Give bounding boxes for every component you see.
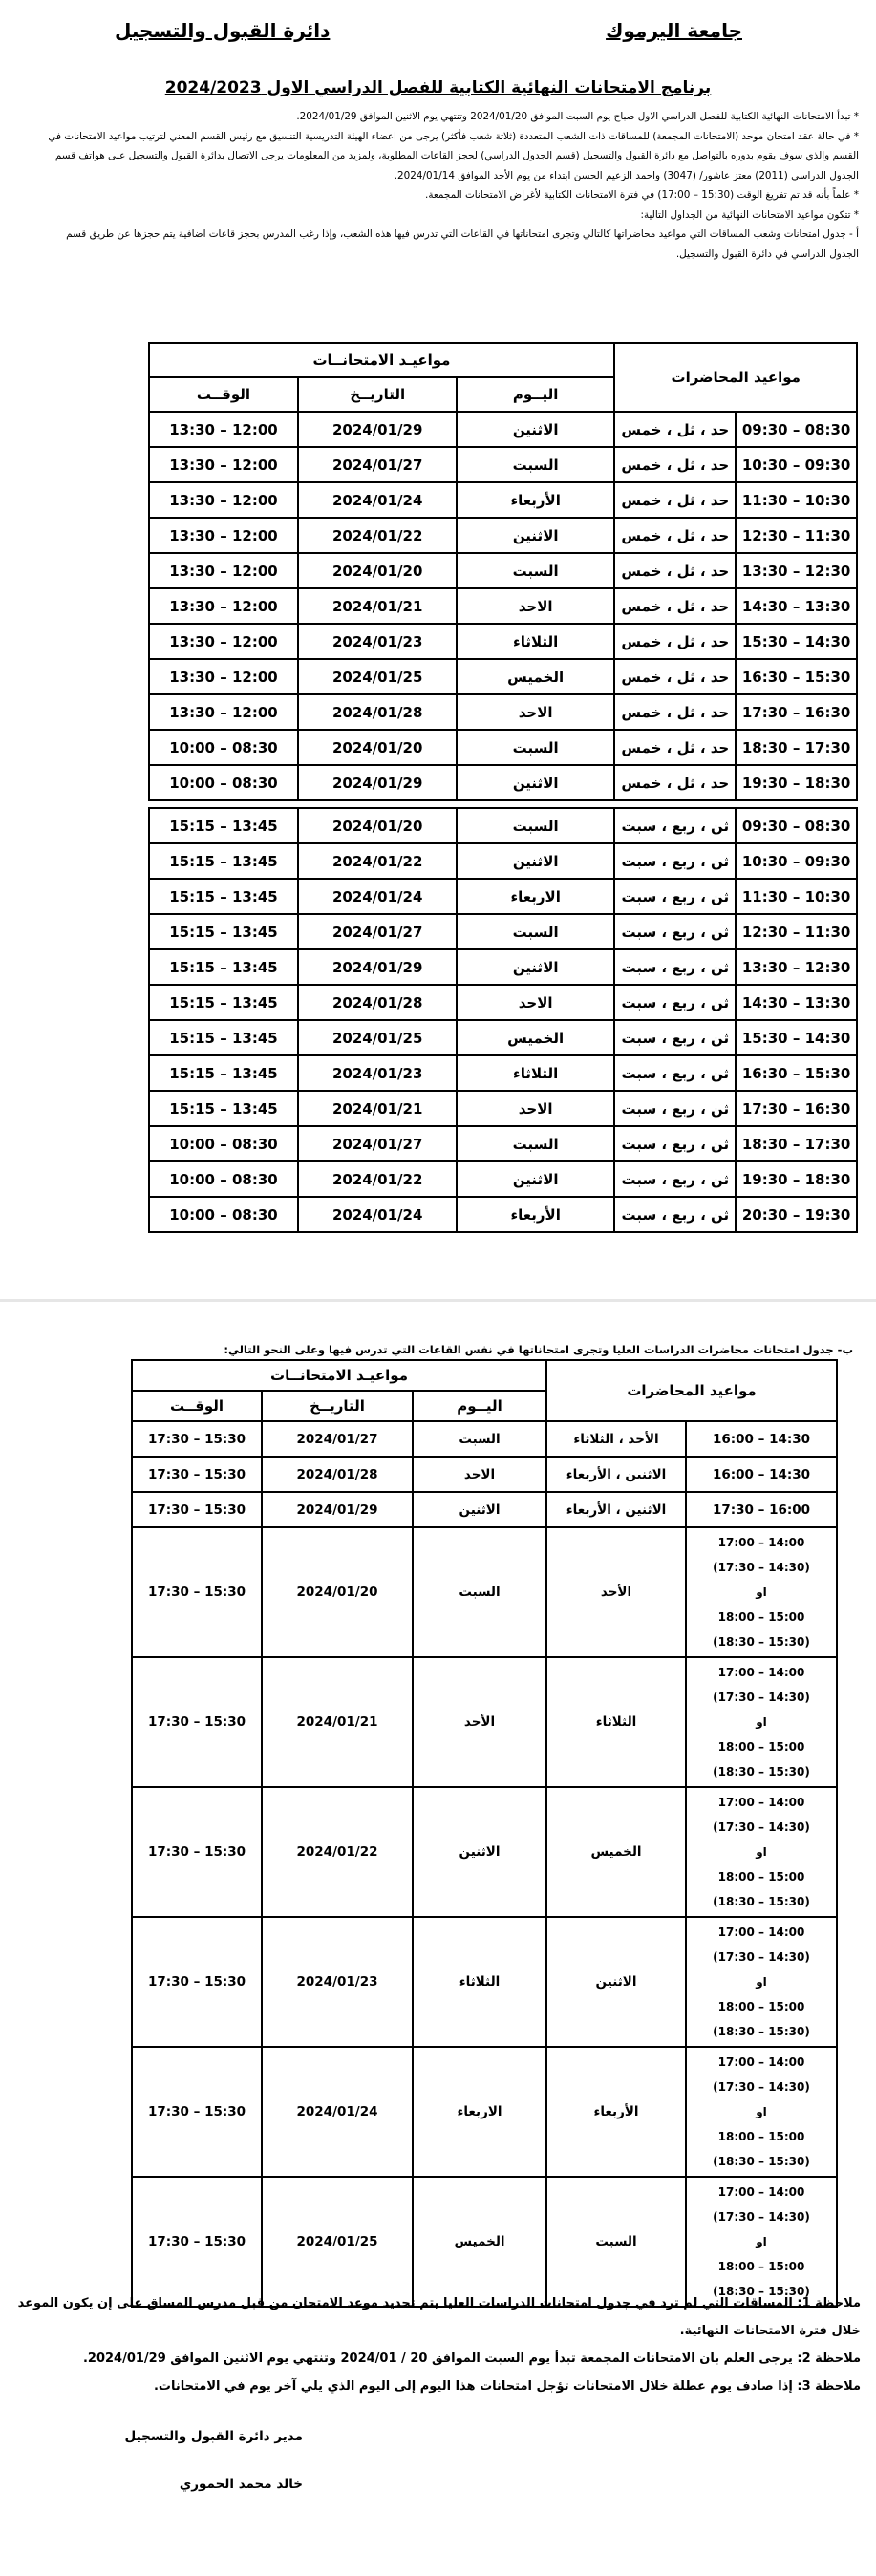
- cell-lecture-days: حد ، ثل ، خمس: [614, 412, 736, 447]
- cell-lecture-time: 08:30 – 09:30: [736, 412, 857, 447]
- cell-date: 2024/01/23: [298, 1055, 456, 1091]
- table-row: [18, 808, 857, 843]
- cell-date: 2024/01/28: [298, 694, 456, 730]
- lecture-slot-slot2: 15:00 – 18:00: [717, 2260, 805, 2273]
- cell-lecture-time: [686, 2177, 837, 2307]
- cell-day: الثلاثاء: [457, 1055, 614, 1091]
- lecture-slot-slot2: 15:00 – 18:00: [717, 1610, 805, 1624]
- signature-block: [125, 2423, 303, 2498]
- lecture-slot-or: او: [756, 1845, 767, 1859]
- lecture-slot-slot2-alt: (15:30 – 18:30): [713, 2285, 810, 2298]
- cell-lecture-days: حد ، ثل ، خمس: [614, 588, 736, 624]
- lecture-slot-or: او: [756, 2235, 767, 2248]
- lecture-slot-slot1: 14:00 – 17:00: [717, 2055, 805, 2069]
- table-row: [18, 730, 857, 765]
- lecture-slot-slot1-alt: (14:30 – 17:30): [713, 1561, 810, 1574]
- cell-lecture-days: ثن ، ربع ، سبت: [614, 879, 736, 914]
- cell-time: 12:00 – 13:30: [149, 588, 299, 624]
- cell-lecture-days: ثن ، ربع ، سبت: [614, 843, 736, 879]
- cell-lecture-days: حد ، ثل ، خمس: [614, 518, 736, 553]
- table-row: [18, 624, 857, 659]
- cell-lecture-day: الثلاثاء: [546, 1657, 686, 1787]
- cell-time: 15:30 – 17:30: [132, 1421, 262, 1457]
- cell-time: 08:30 – 10:00: [149, 1126, 299, 1161]
- note-2: ملاحظة 2: يرجى العلم بان الامتحانات المجمعة تبدأ يوم السبت الموافق 20 / 2024/01 وتنتهي يوم الاثنين الموافق 2024/01/29.: [82, 2352, 861, 2366]
- lecture-slot-slot1-alt: (14:30 – 17:30): [713, 2080, 810, 2094]
- table-row: [12, 1787, 837, 1917]
- cell-date: 2024/01/21: [298, 1091, 456, 1126]
- cell-day: الاربعاء: [457, 879, 614, 914]
- cell-day: الاربعاء: [413, 2047, 546, 2177]
- cell-day: الأربعاء: [457, 1197, 614, 1232]
- signature-role: مدير دائرة القبول والتسجيل: [124, 2429, 303, 2444]
- lecture-slot-slot1: 14:00 – 17:00: [717, 1666, 805, 1679]
- table-row: [12, 1457, 837, 1492]
- cell-lecture-time: 16:30 – 17:30: [736, 1091, 857, 1126]
- cell-lecture-days: حد ، ثل ، خمس: [614, 482, 736, 518]
- cell-lecture-time: 12:30 – 13:30: [736, 949, 857, 985]
- cell-lecture-time: 09:30 – 10:30: [736, 843, 857, 879]
- table-row: [18, 985, 857, 1020]
- page-1: [0, 0, 876, 1237]
- university-name: جامعة اليرموك: [606, 19, 742, 42]
- cell-day: الخميس: [457, 1020, 614, 1055]
- cell-date: 2024/01/24: [298, 482, 456, 518]
- lecture-slot-slot2: 15:00 – 18:00: [717, 1740, 805, 1754]
- intro-notes: [38, 107, 859, 264]
- lecture-slot-slot1: 14:00 – 17:00: [717, 1796, 805, 1809]
- cell-date: 2024/01/22: [298, 1161, 456, 1197]
- table-row: [18, 518, 857, 553]
- cell-lecture-time: 08:30 – 09:30: [736, 808, 857, 843]
- table-row: [12, 2177, 837, 2307]
- cell-date: 2024/01/27: [298, 447, 456, 482]
- cell-lecture-days: ثن ، ربع ، سبت: [614, 1126, 736, 1161]
- table-row: [18, 482, 857, 518]
- cell-lecture-days: ثن ، ربع ، سبت: [614, 914, 736, 949]
- lecture-slot-slot2: 15:00 – 18:00: [717, 2130, 805, 2143]
- table-row: [12, 1421, 837, 1457]
- cell-lecture-time: 15:30 – 16:30: [736, 659, 857, 694]
- cell-lecture-time: [686, 2047, 837, 2177]
- cell-lecture-time: 09:30 – 10:30: [736, 447, 857, 482]
- lecture-slot-slot2-alt: (15:30 – 18:30): [713, 1895, 810, 1908]
- cell-lecture-time: 11:30 – 12:30: [736, 518, 857, 553]
- table-row: [18, 1091, 857, 1126]
- cell-date: 2024/01/28: [298, 985, 456, 1020]
- cell-time: 08:30 – 10:00: [149, 765, 299, 800]
- cell-date: 2024/01/22: [298, 518, 456, 553]
- cell-date: 2024/01/29: [262, 1492, 413, 1527]
- cell-lecture-days: ثن ، ربع ، سبت: [614, 1055, 736, 1091]
- note-3: ملاحظة 3: إذا صادف يوم عطلة خلال الامتحانات تؤجل امتحانات هذا اليوم إلى اليوم الذي يلي آخر يوم في الامتحانات.: [153, 2379, 861, 2394]
- table-row: [18, 447, 857, 482]
- cell-lecture-days: ثن ، ربع ، سبت: [614, 985, 736, 1020]
- cell-date: 2024/01/22: [298, 843, 456, 879]
- intro-line: * في حالة عقد امتحان موحد (الامتحانات المجمعة) للمساقات ذات الشعب المتعددة (ثلاثة شعب فأكثر) يرجى من اعضاء الهيئة التدريسية التنسيق مع رئيس القسم المعني لترتيب مواعيد الامتحانات في القسم والذي سوف يقوم بدوره بالتواصل مع دائرة القبول والتسجيل (قسم الجدول الدراسي) لحجز القاعات المطلوبة، ولمزيد من المعلومات يرجى الاتصال بدائرة القبول والتسجيل على هواتف قسم الجدول الدراسي (2011) معتز عاشور/ (3047) واحمد الزعيم الحسن ابتداء من يوم الأحد الموافق 2024/01/14.: [48, 130, 859, 181]
- lecture-slot-slot1-alt: (14:30 – 17:30): [713, 1691, 810, 1704]
- lecture-slot-slot2: 15:00 – 18:00: [717, 2000, 805, 2013]
- cell-time: 13:45 – 15:15: [149, 914, 299, 949]
- cell-day: الاحد: [457, 985, 614, 1020]
- cell-time: 15:30 – 17:30: [132, 1917, 262, 2047]
- department-name: دائرة القبول والتسجيل: [115, 19, 331, 42]
- header-exams: مواعيـد الامتحانــات: [149, 343, 615, 377]
- cell-time: 15:30 – 17:30: [132, 2177, 262, 2307]
- lecture-slot-slot2-alt: (15:30 – 18:30): [713, 2155, 810, 2168]
- table-row: [18, 588, 857, 624]
- cell-time: 15:30 – 17:30: [132, 1457, 262, 1492]
- cell-time: 08:30 – 10:00: [149, 1161, 299, 1197]
- cell-time: 15:30 – 17:30: [132, 2047, 262, 2177]
- cell-date: 2024/01/21: [262, 1657, 413, 1787]
- cell-day: السبت: [457, 1126, 614, 1161]
- cell-day: الاحد: [457, 588, 614, 624]
- intro-line: * تتكون مواعيد الامتحانات النهائية من الجداول التالية:: [640, 208, 859, 221]
- header-date: التاريــخ: [298, 377, 456, 412]
- cell-lecture-days: ثن ، ربع ، سبت: [614, 1020, 736, 1055]
- table-row: [18, 1161, 857, 1197]
- lecture-slot-slot1: 14:00 – 17:00: [717, 1536, 805, 1549]
- cell-day: السبت: [413, 1527, 546, 1657]
- cell-day: الخميس: [457, 659, 614, 694]
- cell-lecture-time: 14:30 – 15:30: [736, 624, 857, 659]
- cell-day: الاثنين: [457, 843, 614, 879]
- cell-time: 13:45 – 15:15: [149, 1020, 299, 1055]
- cell-day: الأربعاء: [457, 482, 614, 518]
- cell-time: 12:00 – 13:30: [149, 624, 299, 659]
- header-time: الوقــت: [132, 1391, 262, 1421]
- cell-lecture-days: الاثنين ، الأربعاء: [546, 1492, 686, 1527]
- cell-lecture-days: حد ، ثل ، خمس: [614, 624, 736, 659]
- lecture-slot-or: او: [756, 2105, 767, 2118]
- cell-date: 2024/01/24: [262, 2047, 413, 2177]
- cell-time: 08:30 – 10:00: [149, 730, 299, 765]
- table-row: [12, 1917, 837, 2047]
- cell-lecture-time: 16:00 – 17:30: [686, 1492, 837, 1527]
- exam-schedule-table-undergrad: [17, 342, 858, 1233]
- notes-block: [15, 2289, 861, 2400]
- cell-day: السبت: [457, 447, 614, 482]
- cell-lecture-time: 18:30 – 19:30: [736, 765, 857, 800]
- cell-lecture-days: حد ، ثل ، خمس: [614, 659, 736, 694]
- cell-lecture-days: ثن ، ربع ، سبت: [614, 1091, 736, 1126]
- cell-lecture-days: ثن ، ربع ، سبت: [614, 1197, 736, 1232]
- table-row: [18, 879, 857, 914]
- cell-lecture-days: حد ، ثل ، خمس: [614, 765, 736, 800]
- cell-time: 15:30 – 17:30: [132, 1527, 262, 1657]
- cell-date: 2024/01/29: [298, 949, 456, 985]
- graduate-table-title: ب- جدول امتحانات محاضرات الدراسات العليا وتجرى امتحاناتها في نفس القاعات التي تدرس فيها وعلى النحو التالي:: [224, 1343, 853, 1356]
- cell-time: 15:30 – 17:30: [132, 1787, 262, 1917]
- cell-day: الاحد: [457, 694, 614, 730]
- cell-day: الثلاثاء: [457, 624, 614, 659]
- cell-time: 12:00 – 13:30: [149, 412, 299, 447]
- cell-lecture-time: [686, 1657, 837, 1787]
- exam-schedule-table-graduate: [11, 1359, 838, 2308]
- header-lectures: مواعيد المحاضرات: [614, 343, 857, 412]
- table-row: [18, 412, 857, 447]
- signature-name: خالد محمد الحموري: [179, 2477, 303, 2492]
- lecture-slot-slot1: 14:00 – 17:00: [717, 1926, 805, 1939]
- table-row: [12, 1492, 837, 1527]
- lecture-slot-slot1-alt: (14:30 – 17:30): [713, 2210, 810, 2224]
- cell-time: 13:45 – 15:15: [149, 985, 299, 1020]
- cell-day: الاحد: [413, 1457, 546, 1492]
- cell-lecture-time: 14:30 – 16:00: [686, 1421, 837, 1457]
- cell-day: الأحد: [413, 1657, 546, 1787]
- document-title: برنامج الامتحانات النهائية الكتابية للفصل الدراسي الاول 2024/2023: [164, 78, 712, 97]
- cell-lecture-time: 14:30 – 16:00: [686, 1457, 837, 1492]
- lecture-slot-or: او: [756, 1975, 767, 1989]
- lecture-slot-slot1-alt: (14:30 – 17:30): [713, 1820, 810, 1834]
- cell-date: 2024/01/27: [298, 1126, 456, 1161]
- cell-lecture-time: 16:30 – 17:30: [736, 694, 857, 730]
- table-row: [18, 949, 857, 985]
- cell-time: 12:00 – 13:30: [149, 482, 299, 518]
- lecture-slot-slot2-alt: (15:30 – 18:30): [713, 1635, 810, 1649]
- cell-lecture-days: ثن ، ربع ، سبت: [614, 808, 736, 843]
- cell-time: 12:00 – 13:30: [149, 694, 299, 730]
- lecture-slot-slot1-alt: (14:30 – 17:30): [713, 1950, 810, 1964]
- cell-day: الاثنين: [457, 1161, 614, 1197]
- table-row: [12, 1657, 837, 1787]
- cell-lecture-days: حد ، ثل ، خمس: [614, 553, 736, 588]
- header-day: اليــوم: [457, 377, 614, 412]
- cell-lecture-time: 19:30 – 20:30: [736, 1197, 857, 1232]
- cell-day: الاثنين: [457, 412, 614, 447]
- cell-day: الخميس: [413, 2177, 546, 2307]
- cell-day: السبت: [457, 914, 614, 949]
- cell-day: الاثنين: [413, 1787, 546, 1917]
- cell-time: 13:45 – 15:15: [149, 1055, 299, 1091]
- cell-lecture-days: حد ، ثل ، خمس: [614, 730, 736, 765]
- cell-lecture-time: 14:30 – 15:30: [736, 1020, 857, 1055]
- lecture-slot-or: او: [756, 1586, 767, 1599]
- cell-day: الاثنين: [413, 1492, 546, 1527]
- cell-date: 2024/01/27: [262, 1421, 413, 1457]
- cell-lecture-days: الأحد ، الثلاثاء: [546, 1421, 686, 1457]
- cell-lecture-days: حد ، ثل ، خمس: [614, 447, 736, 482]
- cell-date: 2024/01/20: [298, 730, 456, 765]
- header-exams: مواعيـد الامتحانــات: [132, 1360, 546, 1391]
- table-row: [12, 2047, 837, 2177]
- cell-lecture-time: 11:30 – 12:30: [736, 914, 857, 949]
- cell-lecture-time: 10:30 – 11:30: [736, 482, 857, 518]
- cell-time: 13:45 – 15:15: [149, 1091, 299, 1126]
- cell-time: 12:00 – 13:30: [149, 553, 299, 588]
- cell-date: 2024/01/25: [262, 2177, 413, 2307]
- cell-date: 2024/01/20: [298, 808, 456, 843]
- cell-time: 13:45 – 15:15: [149, 843, 299, 879]
- cell-day: السبت: [457, 730, 614, 765]
- header-day: اليــوم: [413, 1391, 546, 1421]
- cell-lecture-day: الاثنين: [546, 1917, 686, 2047]
- cell-time: 13:45 – 15:15: [149, 879, 299, 914]
- table-row: [18, 1126, 857, 1161]
- cell-time: 15:30 – 17:30: [132, 1492, 262, 1527]
- lecture-slot-or: او: [756, 1715, 767, 1729]
- cell-lecture-time: [686, 1527, 837, 1657]
- cell-lecture-days: ثن ، ربع ، سبت: [614, 949, 736, 985]
- cell-day: السبت: [413, 1421, 546, 1457]
- cell-lecture-day: الخميس: [546, 1787, 686, 1917]
- cell-lecture-time: 15:30 – 16:30: [736, 1055, 857, 1091]
- cell-date: 2024/01/29: [298, 412, 456, 447]
- cell-date: 2024/01/24: [298, 1197, 456, 1232]
- cell-date: 2024/01/25: [298, 659, 456, 694]
- lecture-slot-slot2-alt: (15:30 – 18:30): [713, 1765, 810, 1778]
- cell-time: 13:45 – 15:15: [149, 949, 299, 985]
- table-row: [18, 843, 857, 879]
- table-row: [18, 1020, 857, 1055]
- cell-day: الاثنين: [457, 949, 614, 985]
- table-row: [18, 914, 857, 949]
- cell-date: 2024/01/24: [298, 879, 456, 914]
- cell-date: 2024/01/22: [262, 1787, 413, 1917]
- lecture-slot-slot2-alt: (15:30 – 18:30): [713, 2025, 810, 2038]
- cell-lecture-time: 13:30 – 14:30: [736, 985, 857, 1020]
- cell-lecture-day: الأربعاء: [546, 2047, 686, 2177]
- note-1: ملاحظة 1: المساقات التي لم ترد في جدول امتحانات الدراسات العليا يتم تحديد موعد الامتحان من قبل مدرس المساق على إن يكون الموعد خلال فترة الامتحانات النهائية.: [17, 2296, 861, 2338]
- row-separator: [149, 800, 857, 808]
- intro-line: أ - جدول امتحانات وشعب المساقات التي مواعيد محاضراتها كالتالي وتجرى امتحاناتها في القاعات التي تدرس فيها هذه الشعب، وإذا رغب المدرس بحجز قاعات اضافية يتم حجزها عن طريق قسم الجدول الدراسي في دائرة القبول والتسجيل.: [66, 228, 859, 260]
- cell-day: السبت: [457, 553, 614, 588]
- cell-date: 2024/01/23: [262, 1917, 413, 2047]
- header-date: التاريــخ: [262, 1391, 413, 1421]
- intro-line: * تبدأ الامتحانات النهائية الكتابية للفصل الدراسي الاول صباح يوم السبت الموافق 2024/01/20 وتنتهي يوم الاثنين الموافق 2024/01/29.: [296, 111, 859, 122]
- cell-lecture-time: 12:30 – 13:30: [736, 553, 857, 588]
- cell-time: 12:00 – 13:30: [149, 447, 299, 482]
- cell-day: الاحد: [457, 1091, 614, 1126]
- cell-lecture-time: 18:30 – 19:30: [736, 1161, 857, 1197]
- cell-lecture-days: الاثنين ، الأربعاء: [546, 1457, 686, 1492]
- lecture-slot-slot2: 15:00 – 18:00: [717, 1870, 805, 1884]
- cell-date: 2024/01/27: [298, 914, 456, 949]
- cell-date: 2024/01/21: [298, 588, 456, 624]
- cell-time: 15:30 – 17:30: [132, 1657, 262, 1787]
- cell-lecture-time: 10:30 – 11:30: [736, 879, 857, 914]
- header-lectures: مواعيد المحاضرات: [546, 1360, 837, 1421]
- cell-time: 12:00 – 13:30: [149, 518, 299, 553]
- cell-lecture-time: 17:30 – 18:30: [736, 730, 857, 765]
- table-row: [18, 765, 857, 800]
- cell-lecture-time: 13:30 – 14:30: [736, 588, 857, 624]
- table-row: [18, 659, 857, 694]
- cell-day: الاثنين: [457, 518, 614, 553]
- cell-lecture-day: السبت: [546, 2177, 686, 2307]
- cell-lecture-time: [686, 1787, 837, 1917]
- cell-lecture-days: حد ، ثل ، خمس: [614, 694, 736, 730]
- cell-date: 2024/01/28: [262, 1457, 413, 1492]
- cell-time: 13:45 – 15:15: [149, 808, 299, 843]
- cell-time: 08:30 – 10:00: [149, 1197, 299, 1232]
- cell-day: الاثنين: [457, 765, 614, 800]
- cell-day: السبت: [457, 808, 614, 843]
- table-row: [18, 1197, 857, 1232]
- table-row: [18, 694, 857, 730]
- cell-lecture-time: [686, 1917, 837, 2047]
- cell-date: 2024/01/29: [298, 765, 456, 800]
- table-row: [12, 1527, 837, 1657]
- cell-lecture-time: 17:30 – 18:30: [736, 1126, 857, 1161]
- cell-date: 2024/01/20: [298, 553, 456, 588]
- cell-date: 2024/01/23: [298, 624, 456, 659]
- header-time: الوقــت: [149, 377, 299, 412]
- cell-date: 2024/01/20: [262, 1527, 413, 1657]
- table-row: [18, 1055, 857, 1091]
- cell-time: 12:00 – 13:30: [149, 659, 299, 694]
- cell-day: الثلاثاء: [413, 1917, 546, 2047]
- intro-line: * علماً بأنه قد تم تفريغ الوقت (15:30 – 17:00) في فترة الامتحانات الكتابية لأغراض الامتحانات المجمعة.: [425, 189, 859, 201]
- cell-lecture-days: ثن ، ربع ، سبت: [614, 1161, 736, 1197]
- lecture-slot-slot1: 14:00 – 17:00: [717, 2185, 805, 2199]
- cell-date: 2024/01/25: [298, 1020, 456, 1055]
- cell-lecture-day: الأحد: [546, 1527, 686, 1657]
- table-row: [18, 553, 857, 588]
